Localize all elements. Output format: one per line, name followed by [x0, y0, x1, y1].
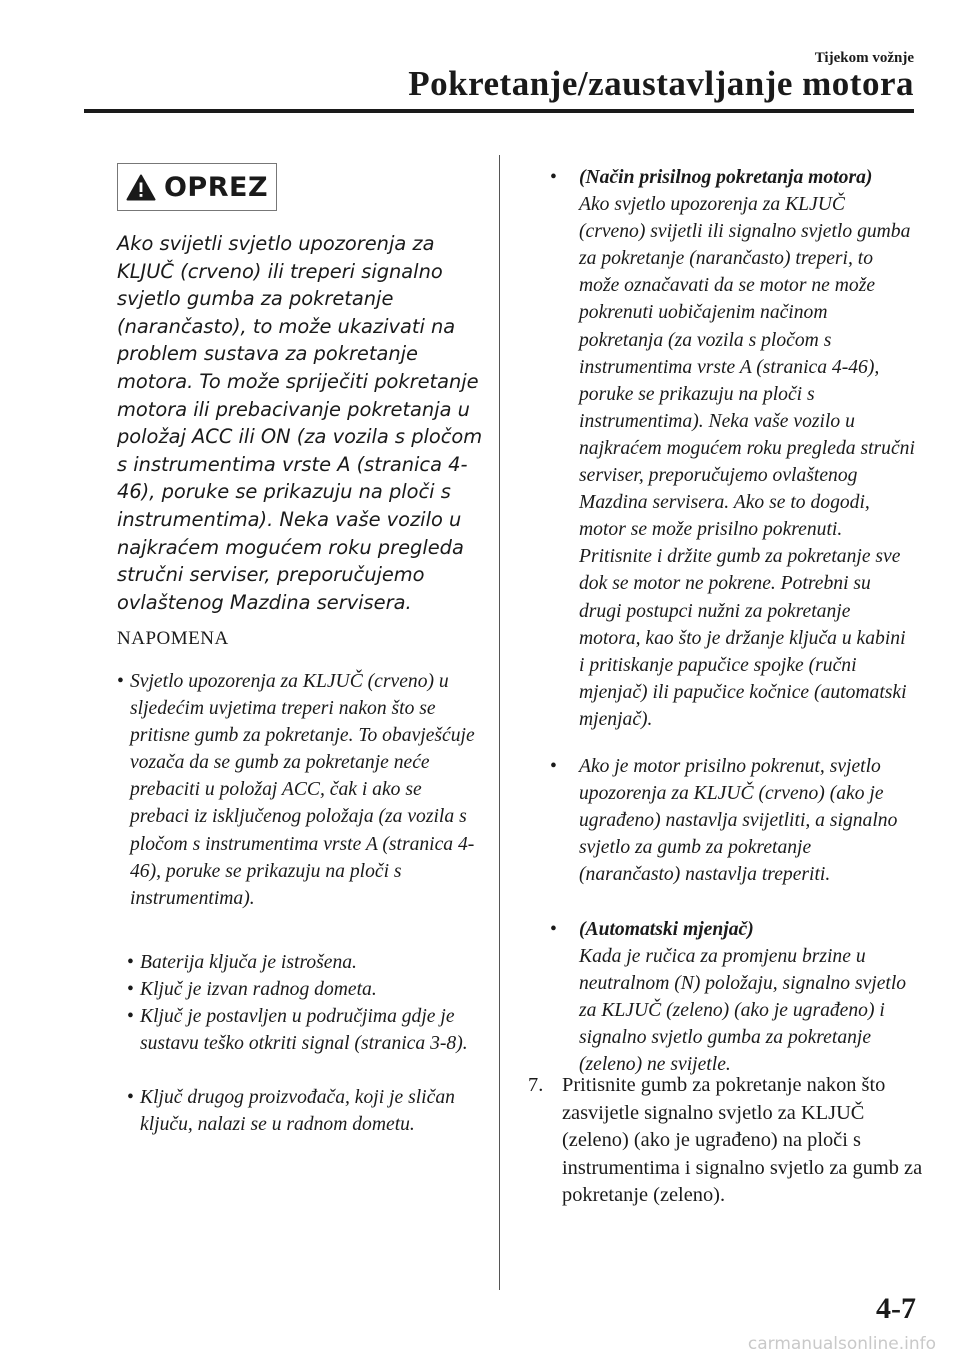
page-title: Pokretanje/zaustavljanje motora — [408, 64, 914, 103]
step-number: 7. — [528, 1074, 544, 1096]
header-rule — [84, 109, 914, 113]
sub-list-item-text: Ključ je izvan radnog dometa. — [140, 979, 377, 1000]
bullet-icon: • — [127, 952, 134, 973]
bullet-icon: • — [127, 979, 134, 1000]
caution-box — [117, 163, 277, 211]
note-heading: NAPOMENA — [117, 628, 229, 649]
note-item — [550, 753, 915, 888]
column-divider — [499, 155, 500, 1290]
step-text: Pritisnite gumb za pokretanje nakon što zasvijetle signalno svjetlo za KLJUČ (zeleno) (ako je ugrađeno) na ploči s instrumentima i signalno svjetlo za gumb za pokretanje (zeleno). — [562, 1074, 923, 1207]
page-number: 4-7 — [876, 1292, 916, 1325]
sub-list-item — [127, 1003, 470, 1057]
note-item-text: Ako je motor prisilno pokrenut, svjetlo upozorenja za KLJUČ (crveno) (ako je ugrađeno) nastavlja svijetliti, a signalno svjetlo za gumb za pokretanje (narančasto) nastavlja treperiti. — [579, 756, 898, 886]
sub-list-item — [127, 976, 480, 1003]
bullet-icon: • — [550, 919, 557, 940]
sub-list-item-text: Ključ drugog proizvođača, koji je sličan ključu, nalazi se u radnom dometu. — [140, 1087, 455, 1136]
note-item-text: Svjetlo upozorenja za KLJUČ (crveno) u sljedećim uvjetima treperi nakon što se pritisne gumb za pokretanje. To obavješćuje vozača da se gumb za pokretanje neće prebaciti u položaj ACC, čak i ako se prebaci iz isključenog položaja (za vozila s pločom s instrumentima vrste A (stranica 4-46), poruke se prikazuju na ploči s instrumentima). — [130, 671, 475, 909]
note-item-text: Ako svjetlo upozorenja za KLJUČ (crveno) svijetli ili signalno svjetlo gumba za pokretanje (narančasto) treperi, to može označavati da se motor ne može pokrenuti uobičajenim načinom pokretanja (za vozila s pločom s instrumentima vrste A (stranica 4-46), poruke se prikazuju na ploči s instrumentima). Neka vaše vozilo u najkraćem mogućem roku pregleda stručni serviser, preporučujemo ovlaštenog Mazdina servisera. Ako se to dogodi, motor se može prisilno pokrenuti. Pritisnite i držite gumb za pokretanje sve dok se motor ne pokrene. Potrebni su drugi postupci nužni za pokretanje motora, kao što je držanje ključa u kabini i pritiskanje papučice spojke (ručni mjenjač) ili papučice kočnice (automatski mjenjač). — [579, 194, 915, 730]
sub-list-item-text: Baterija ključa je istrošena. — [140, 952, 357, 973]
watermark: carmanualsonline.info — [747, 1334, 936, 1354]
note-item-text: Kada je ručica za promjenu brzine u neutralnom (N) položaju, signalno svjetlo za KLJUČ (zeleno) (ako je ugrađeno) i signalno svjetlo gumba za pokretanje (zeleno) ne svijetle. — [579, 946, 907, 1076]
note-item — [550, 164, 915, 733]
sub-list-item-text: Ključ je postavljen u područjima gdje je sustavu teško otkriti signal (stranica 3-8). — [140, 1006, 468, 1055]
note-item-heading: (Automatski mjenjač) — [579, 919, 754, 940]
bullet-icon: • — [117, 671, 124, 692]
step-7 — [528, 1072, 928, 1210]
caution-label: OPREZ — [163, 171, 269, 203]
sub-list-item — [127, 1084, 470, 1138]
note-item — [117, 668, 475, 912]
note-item-heading: (Način prisilnog pokretanja motora) — [579, 167, 873, 188]
bullet-icon: • — [550, 756, 557, 777]
sub-list-item — [127, 949, 480, 976]
warning-triangle-icon — [126, 174, 156, 201]
caution-text: Ako svijetli svjetlo upozorenja za KLJUČ (crveno) ili treperi signalno svjetlo gumba za pokretanje (narančasto), to može ukazivati na problem sustava za pokretanje motora. To može spriječiti pokretanje motora ili prebacivanje pokretanja u položaj ACC ili ON (za vozila s pločom s instrumentima vrste A (stranica 4-46), poruke se prikazuju na ploči s instrumentima). Neka vaše vozilo u najkraćem mogućem roku pregleda stručni serviser, preporučujemo ovlaštenog Mazdina servisera. — [117, 232, 483, 614]
bullet-icon: • — [127, 1006, 134, 1027]
note-item — [550, 916, 915, 1079]
bullet-icon: • — [550, 167, 557, 188]
section-label: Tijekom vožnje — [814, 50, 914, 66]
bullet-icon: • — [127, 1087, 134, 1108]
